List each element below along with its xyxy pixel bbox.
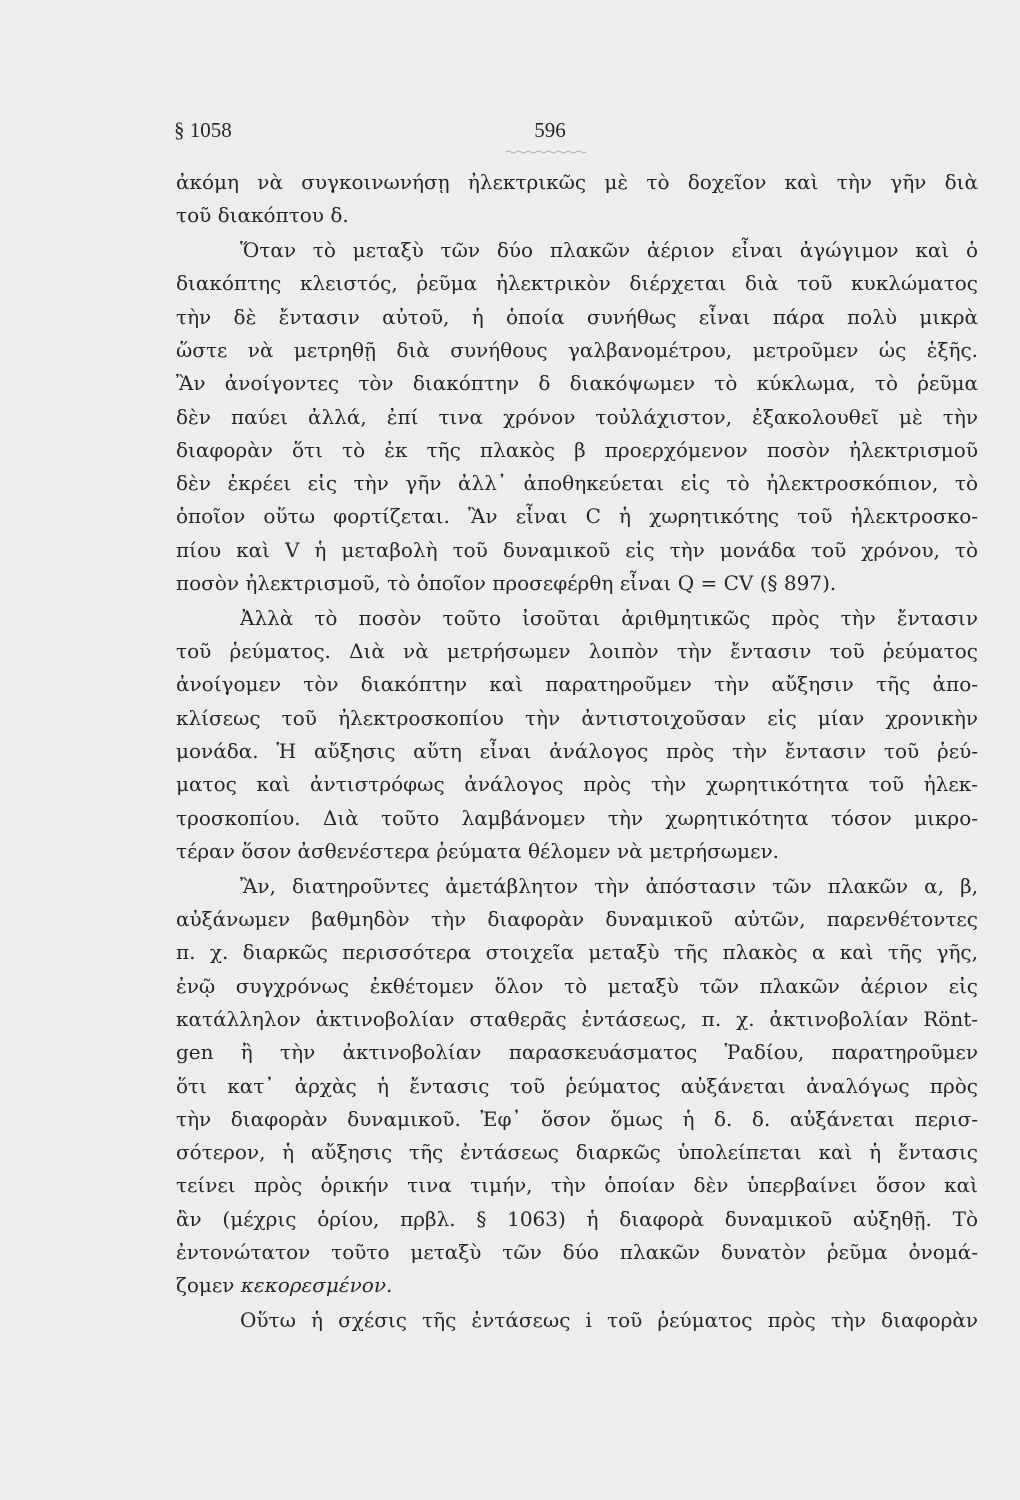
text-line: Ἂν ἀνοίγοντες τὸν διακόπτην δ διακόψωμεν τὸ κύκλωμα, τὸ ῥεῦμα [176, 371, 978, 396]
text-line: διακόπτης κλειστός, ῥεῦμα ἠλεκτρικὸν διέρχεται διὰ τοῦ κυκλώματος [176, 271, 978, 296]
text-line: ματος καὶ ἀντιστρόφως ἀνάλογος πρὸς τὴν χωρητικότητα τοῦ ἠλεκ- [176, 772, 978, 797]
text-line: αὐξάνωμεν βαθμηδὸν τὴν διαφορὰν δυναμικοῦ αὐτῶν, παρενθέτοντες [176, 907, 978, 932]
text-line: ἐντονώτατον τοῦτο μεταξὺ τῶν δύο πλακῶν δυνατὸν ῥεῦμα ὀνομά- [176, 1240, 978, 1264]
text-line: κατάλληλον ἀκτινοβολίαν σταθερᾶς ἐντάσεως, π. χ. ἀκτινοβολίαν Rönt- [176, 1006, 978, 1031]
text-line: δὲν παύει ἀλλά, ἐπί τινα χρόνον τοὐλάχιστον, ἐξακολουθεῖ μὲ τὴν [176, 404, 978, 429]
page-number-ornament [506, 150, 586, 154]
section-number: § 1058 [174, 118, 232, 142]
text-line: τέραν ὅσον ἀσθενέστερα ῥεύματα θέλομεν νὰ μετρήσωμεν. [176, 838, 779, 863]
text-line: διαφορὰν ὅτι τὸ ἐκ τῆς πλακὸς β προερχόμενον ποσὸν ἠλεκτρισμοῦ [176, 437, 978, 462]
page-number: 596 [534, 118, 566, 142]
paragraph [176, 602, 978, 868]
text-line: τὴν δὲ ἔντασιν αὐτοῦ, ἡ ὁποία συνήθως εἶναι πάρα πολὺ μικρὰ [176, 304, 978, 329]
text-line: ἂν (μέχρις ὁρίου, πρβλ. § 1063) ἡ διαφορὰ δυναμικοῦ αὐξηθῇ. Τὸ [176, 1206, 978, 1231]
text-line [176, 1269, 978, 1302]
text-line: ἀνοίγομεν τὸν διακόπτην καὶ παρατηροῦμεν τὴν αὔξησιν τῆς ἀπο- [176, 672, 978, 697]
text-line: πίου καὶ V ἡ μεταβολὴ τοῦ δυναμικοῦ εἰς τὴν μονάδα τοῦ χρόνου, τὸ [176, 537, 978, 562]
text-segment: ζομεν [176, 1273, 241, 1298]
text-line: gen ἢ τὴν ἀκτινοβολίαν παρασκευάσματος Ῥαδίου, παρατηροῦμεν [176, 1040, 978, 1065]
text-line: μονάδα. Ἡ αὔξησις αὕτη εἶναι ἀνάλογος πρὸς τὴν ἔντασιν τοῦ ῥεύ- [176, 739, 978, 764]
text-line: ὥστε νὰ μετρηθῇ διὰ συνήθους γαλβανομέτρου, μετροῦμεν ὡς ἑξῆς. [176, 337, 978, 362]
text-line: π. χ. διαρκῶς περισσότερα στοιχεῖα μεταξὺ τῆς πλακὸς α καὶ τῆς γῆς, [176, 940, 978, 965]
text-line: δὲν ἐκρέει εἰς τὴν γῆν ἀλλ᾽ ἀποθηκεύεται εἰς τὸ ἠλεκτροσκόπιον, τὸ [176, 471, 978, 496]
text-line: ὅτι κατ᾽ ἀρχὰς ἡ ἔντασις τοῦ ῥεύματος αὐξάνεται ἀναλόγως πρὸς [176, 1073, 978, 1098]
paragraph [176, 166, 978, 233]
paragraph [176, 234, 978, 600]
text-line: τὴν διαφορὰν δυναμικοῦ. Ἐφ᾽ ὅσον ὅμως ἡ δ. δ. αὐξάνεται περισ- [176, 1106, 978, 1131]
text-line: τείνει πρὸς ὁρικήν τινα τιμήν, τὴν ὁποίαν δὲν ὑπερβαίνει ὅσον καὶ [176, 1173, 978, 1198]
text-line: Ἀλλὰ τὸ ποσὸν τοῦτο ἰσοῦται ἀριθμητικῶς πρὸς τὴν ἔντασιν [240, 605, 978, 630]
text-line: κλίσεως τοῦ ἠλεκτροσκοπίου τὴν ἀντιστοιχοῦσαν εἰς μίαν χρονικὴν [176, 705, 978, 730]
text-line: ἐνῷ συγχρόνως ἐκθέτομεν ὅλον τὸ μεταξὺ τῶν πλακῶν ἀέριον εἰς [176, 973, 978, 998]
text-line: τροσκοπίου. Διὰ τοῦτο λαμβάνομεν τὴν χωρητικότητα τόσον μικρο- [176, 805, 978, 830]
text-line: ἀκόμη νὰ συγκοινωνήσῃ ἠλεκτρικῶς μὲ τὸ δοχεῖον καὶ τὴν γῆν διὰ [176, 170, 978, 194]
paragraph [176, 1304, 978, 1337]
text-line: τοῦ ῥεύματος. Διὰ νὰ μετρήσωμεν λοιπὸν τὴν ἔντασιν τοῦ ῥεύματος [176, 639, 978, 664]
text-line: Ἂν, διατηροῦντες ἀμετάβλητον τὴν ἀπόστασιν τῶν πλακῶν α, β, [240, 873, 978, 898]
text-line: ὁποῖον οὕτω φορτίζεται. Ἂν εἶναι C ἡ χωρητικότης τοῦ ἠλεκτροσκο- [176, 504, 978, 529]
text-line: Οὕτω ἡ σχέσις τῆς ἐντάσεως i τοῦ ῥεύματος πρὸς τὴν διαφορὰν [240, 1308, 978, 1333]
paragraph [176, 870, 978, 1303]
text-line: Ὅταν τὸ μεταξὺ τῶν δύο πλακῶν ἀέριον εἶναι ἀγώγιμον καὶ ὁ [240, 238, 978, 263]
text-line: σότερον, ἡ αὔξησις τῆς ἐντάσεως διαρκῶς ὑπολείπεται καὶ ἡ ἔντασις [176, 1140, 978, 1165]
text-line: τοῦ διακόπτου δ. [176, 203, 349, 228]
text-line: ποσὸν ἠλεκτρισμοῦ, τὸ ὁποῖον προσεφέρθη εἶναι Q = CV (§ 897). [176, 571, 837, 596]
body-text [176, 166, 978, 1339]
italic-term: κεκορεσμένον. [240, 1273, 393, 1298]
